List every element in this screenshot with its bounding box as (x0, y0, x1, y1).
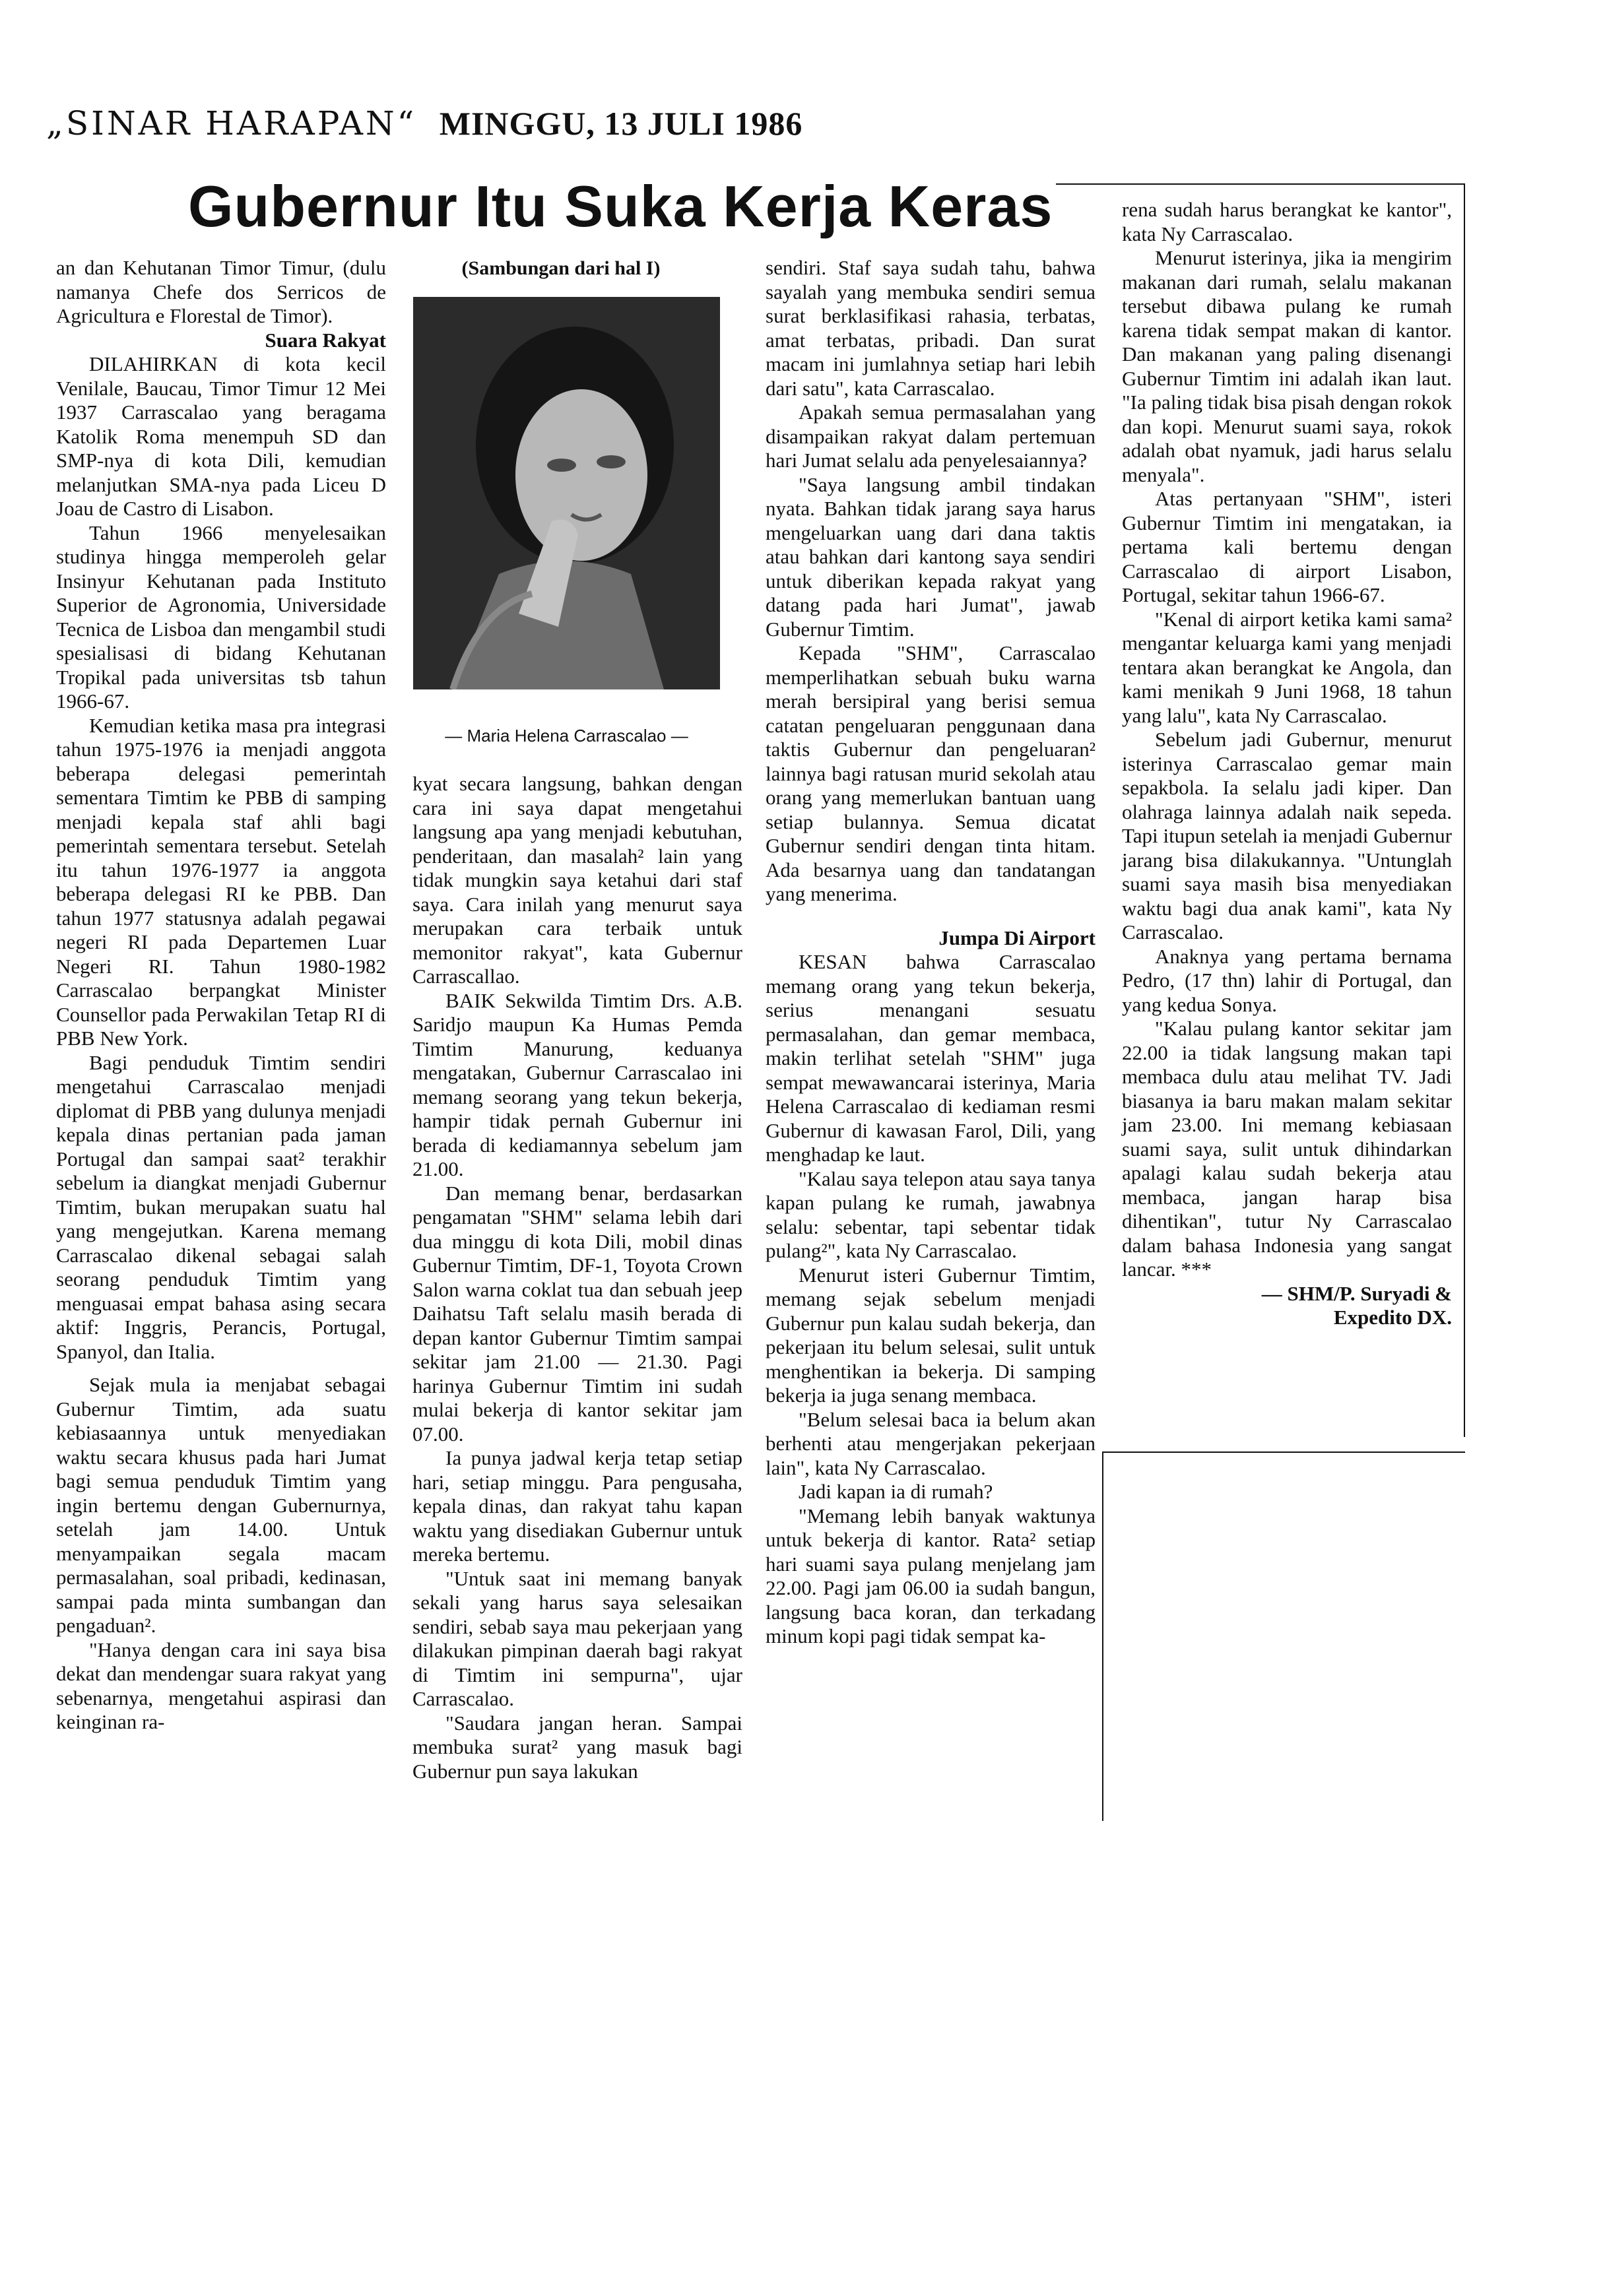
paragraph: BAIK Sekwilda Timtim Drs. A.B. Saridjo maupun Ka Humas Pemda Timtim Manurung, keduanya mengatakan, Gubernur Carrascalao ini memang seorang yang tekun bekerja, hampir tidak pernah Gubernur ini berada di kediamannya sebelum jam 21.00. (412, 988, 742, 1180)
paragraph: KESAN bahwa Carrascalao memang orang yang tekun bekerja, serius menangani sesuatu permasalahan, dan gemar membaca, makin terlihat setelah "SHM" juga sempat mewawancarai isterinya, Maria Helena Carrascalao di kediaman resmi Gubernur di kawasan Farol, Dili, yang menghadap ke laut. (766, 950, 1096, 1166)
newspaper-name: „SINAR HARAPAN“ (46, 104, 417, 143)
portrait-image (413, 297, 720, 689)
paragraph: "Belum selesai baca ia belum akan berhenti atau mengerjakan pekerjaan lain", kata Ny Carrascalao. (766, 1407, 1096, 1479)
paragraph: Atas pertanyaan "SHM", isteri Gubernur Timtim ini mengatakan, ia pertama kali bertemu dengan Carrascalao di airport Lisabon, Portugal, sekitar tahun 1966-67. (1122, 487, 1452, 606)
paragraph: Menurut isterinya, jika ia mengirim makanan dari rumah, selalu makanan tersebut dibawa pulang ke rumah karena tidak sempat makan di kantor. Dan makanan yang paling disenangi Gubernur Timtim ini adalah ikan laut. "Ia paling tidak bisa pisah dengan rokok dan kopi. Menurut suami saya, rokok adalah obat nyamuk, jadi harus selalu menyala". (1122, 246, 1452, 486)
paragraph: "Untuk saat ini memang banyak sekali yang harus saya selesaikan sendiri, sebab saya mau pekerjaan yang dilakukan pimpinan daerah bagi rakyat di Timtim ini sempurna", ujar Carrascalao. (412, 1566, 742, 1710)
paragraph: an dan Kehutanan Timor Timur, (dulu namanya Chefe dos Serricos de Agricultura e Florestal de Timor). (56, 256, 386, 327)
paragraph: kyat secara langsung, bahkan dengan cara ini saya dapat mengetahui langsung apa yang menjadi kebutuhan, penderitaan, dan masalah² lain yang tidak mungkin saya ketahui dari staf saya. Cara inilah yang menurut saya merupakan cara terbaik untuk memonitor rakyat", kata Gubernur Carrascallao. (412, 772, 742, 988)
paragraph: rena sudah harus berangkat ke kantor", kata Ny Carrascalao. (1122, 198, 1452, 245)
paragraph: "Kalau saya telepon atau saya tanya kapan pulang ke rumah, jawabnya selalu: sebentar, tapi sebentar tidak pulang²", kata Ny Carrascalao. (766, 1166, 1096, 1262)
byline-credit: Expedito DX. (1333, 1306, 1452, 1329)
right-border-rule (1464, 183, 1465, 1437)
headline: Gubernur Itu Suka Kerja Keras (188, 174, 1053, 239)
paragraph: Kemudian ketika masa pra integrasi tahun 1975-1976 ia menjadi anggota beberapa delegasi pemerintah sementara Timtim ke PBB di samping menjadi kepala staf ahli bagi pemerintah sementara tersebut. Setelah itu tahun 1976-1977 ia anggota beberapa delegasi RI ke PBB. Dan tahun 1977 statusnya adalah pegawai negeri RI pada Departemen Luar Negeri RI. Tahun 1980-1982 Carrascalao berpangkat Minister Counsellor pada Perwakilan Tetap RI di PBB New York. (56, 713, 386, 1050)
paragraph: Ia punya jadwal kerja tetap setiap hari, setiap minggu. Para pengusaha, kepala dinas, dan rakyat tahu kapan waktu yang disediakan Gubernur untuk mereka bertemu. (412, 1446, 742, 1566)
paragraph: Menurut isteri Gubernur Timtim, memang sejak sebelum menjadi Gubernur pun kalau sudah bekerja, dan pekerjaan itu belum selesai, sulit untuk menghentikan ia bekerja. Di samping bekerja ia juga senang membaca. (766, 1263, 1096, 1407)
paragraph: Jadi kapan ia di rumah? (799, 1480, 993, 1503)
paragraph: "Kalau pulang kantor sekitar jam 22.00 ia tidak langsung makan tapi membaca dulu atau melihat TV. Jadi biasanya ia baru makan malam sekitar jam 23.00. Ini memang kebiasaan suami saya, sulit untuk dihindarkan apalagi kalau sudah bekerja atau membaca, jangan harap bisa dihentikan", tutur Ny Carrascalao dalam bahasa Indonesia yang sangat lancar. *** (1122, 1017, 1452, 1281)
article-column-2 (412, 772, 742, 1783)
paragraph: "Saya langsung ambil tindakan nyata. Bahkan tidak jarang saya harus mengeluarkan uang dari dana taktis atau bahkan dari kantong saya sendiri untuk diberikan kepada rakyat yang datang pada hari Jumat", jawab Gubernur Timtim. (766, 472, 1096, 641)
issue-date: MINGGU, 13 JULI 1986 (439, 105, 803, 142)
article-column-3 (766, 256, 1096, 1649)
paragraph: Kepada "SHM", Carrascalao memperlihatkan sebuah buku warna merah bersipiral yang berisi semua catatan pengeluaran penggunaan dana taktis Gubernur dan pengeluaran² lainnya bagi ratusan murid sekolah atau orang yang memerlukan bantuan uang setiap bulannya. Semua dicatat Gubernur sendiri dengan tinta hitam. Ada besarnya uang dan tandatangan yang menerima. (766, 641, 1096, 905)
masthead (46, 104, 802, 143)
paragraph: DILAHIRKAN di kota kecil Venilale, Baucau, Timor Timur 12 Mei 1937 Carrascalao yang beragama Katolik Roma menempuh SD dan SMP-nya di kota Dili, kemudian melanjutkan SMA-nya pada Liceu D Joau de Castro di Lisabon. (56, 352, 386, 520)
article-column-4 (1122, 198, 1452, 1330)
paragraph: Sejak mula ia menjabat sebagai Gubernur Timtim, ada suatu kebiasaannya untuk menyediakan waktu secara khusus pada hari Jumat bagi semua penduduk Timtim yang ingin bertemu dengan Gubernurnya, setelah jam 14.00. Untuk menyampaikan segala macam permasalahan, soal pribadi, kedinasan, sampai pada minta sumbangan dan pengaduan². (56, 1373, 386, 1637)
paragraph: Dan memang benar, berdasarkan pengamatan "SHM" selama lebih dari dua minggu di kota Dili, mobil dinas Gubernur Timtim, DF-1, Toyota Crown Salon warna coklat tua dan sebuah jeep Daihatsu Taft selalu masih berada di depan kantor Gubernur Timtim sampai sekitar jam 21.00 — 21.30. Pagi harinya Gubernur Timtim ini sudah mulai bekerja di kantor sekitar jam 07.00. (412, 1181, 742, 1446)
bottom-right-rule (1103, 1451, 1465, 1453)
subhead-jumpa-di-airport: Jumpa Di Airport (938, 926, 1096, 949)
portrait-photo (413, 297, 720, 689)
paragraph: "Kenal di airport ketika kami sama² mengantar keluarga kami yang menjadi tentara akan berangkat ke Angola, dan kami menikah 9 Juni 1968, 18 tahun yang lalu", kata Ny Carrascalao. (1122, 607, 1452, 727)
top-right-rule (1056, 183, 1465, 185)
col3-col4-separator (1102, 1451, 1103, 1821)
article-column-1 (56, 256, 386, 1735)
paragraph: "Memang lebih banyak waktunya untuk bekerja di kantor. Rata² setiap hari suami saya pulang menjelang jam 22.00. Pagi jam 06.00 ia sudah bangun, langsung baca koran, dan terkadang minum kopi pagi tidak sempat ka- (766, 1504, 1096, 1647)
paragraph: Bagi penduduk Timtim sendiri mengetahui Carrascalao menjadi diplomat di PBB yang dulunya menjadi kepala dinas pertanian pada jaman Portugal dan sampai saat² terakhir sebelum ia diangkat menjadi Gubernur Timtim, bukan merupakan suatu hal yang mengejutkan. Karena memang Carrascalao dikenal sebagai salah seorang penduduk Timtim yang menguasai empat bahasa asing secara aktif: Inggris, Perancis, Portugal, Spanyol, dan Italia. (56, 1050, 386, 1363)
paragraph: Tahun 1966 menyelesaikan studinya hingga memperoleh gelar Insinyur Kehutanan pada Instituto Superior de Agronomia, Universidade Tecnica de Lisboa dan mengambil studi spesialisasi di bidang Kehutanan Tropikal pada universitas tsb tahun 1966-67. (56, 521, 386, 713)
byline-credit: — SHM/P. Suryadi & (1261, 1281, 1452, 1305)
paragraph: sendiri. Staf saya sudah tahu, bahwa sayalah yang membuka sendiri semua surat berklasifikasi rahasia, terbatas, amat terbatas, pribadi. Dan surat macam ini jumlahnya setiap hari lebih dari satu", kata Carrascalao. (766, 256, 1096, 400)
subhead-suara-rakyat: Suara Rakyat (265, 328, 386, 352)
paragraph: "Hanya dengan cara ini saya bisa dekat dan mendengar suara rakyat yang sebenarnya, mengetahui aspirasi dan keinginan ra- (56, 1638, 386, 1733)
photo-caption: — Maria Helena Carrascalao — (445, 726, 688, 746)
paragraph: Anaknya yang pertama bernama Pedro, (17 thn) lahir di Portugal, dan yang kedua Sonya. (1122, 944, 1452, 1016)
continued-note: (Sambungan dari hal I) (461, 257, 661, 279)
paragraph: "Saudara jangan heran. Sampai membuka surat² yang masuk bagi Gubernur pun saya lakukan (412, 1711, 742, 1783)
paragraph: Sebelum jadi Gubernur, menurut isterinya Carrascalao gemar main sepakbola. Ia selalu jadi kiper. Dan olahraga lainnya adalah naik sepeda. Tapi itupun setelah ia menjadi Gubernur jarang bisa dilakukannya. "Untunglah suami saya masih bisa menyediakan waktu bagi dua anak kami", kata Ny Carrascalao. (1122, 728, 1452, 943)
paragraph: Apakah semua permasalahan yang disampaikan rakyat dalam pertemuan hari Jumat selalu ada penyelesaiannya? (766, 400, 1096, 472)
